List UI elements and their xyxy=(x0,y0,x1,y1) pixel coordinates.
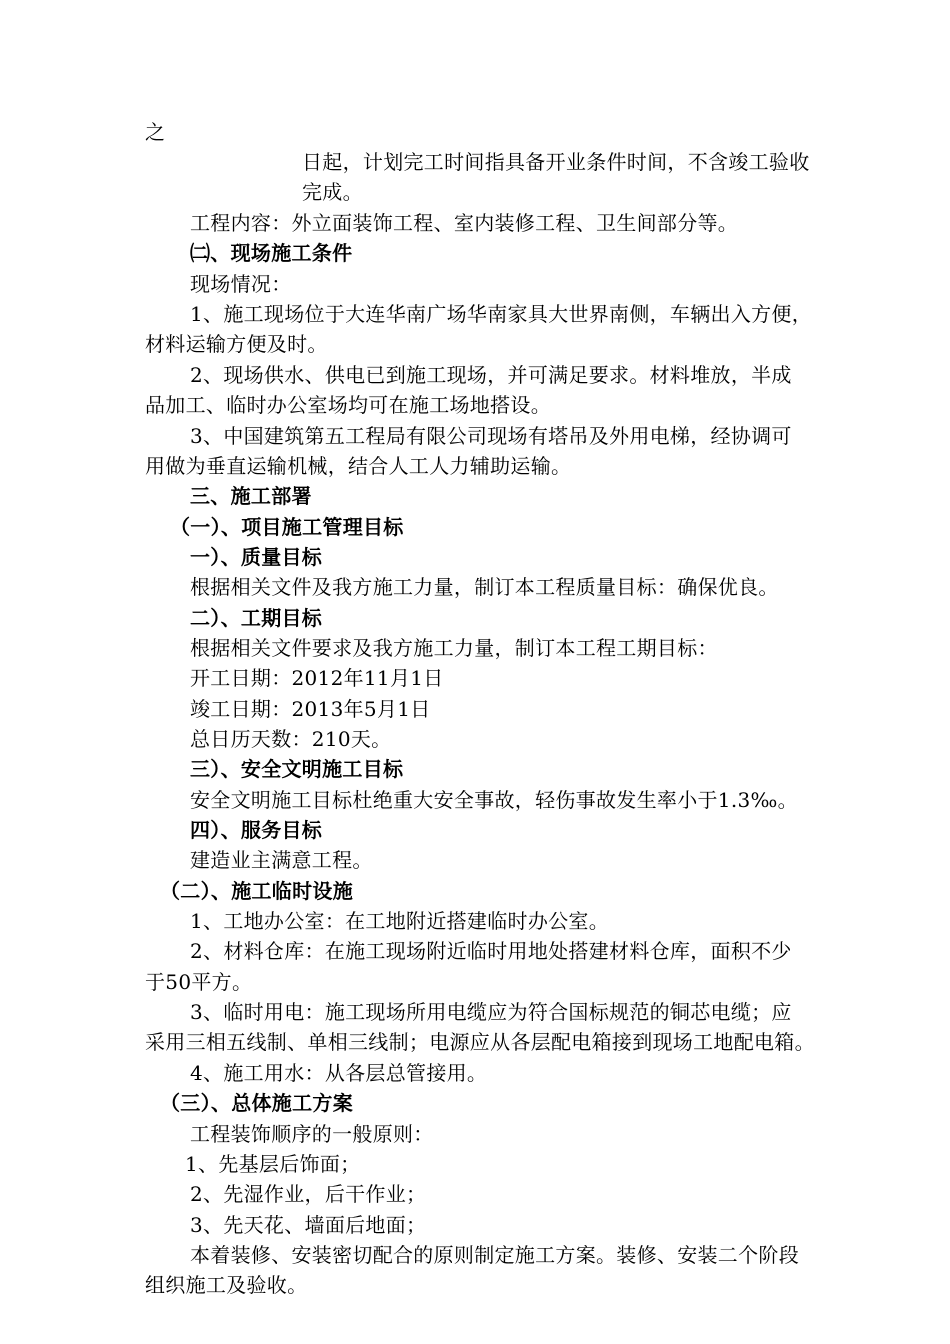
text-line: 3、临时用电：施工现场所用电缆应为符合国标规范的铜芯电缆；应 xyxy=(190,1000,792,1024)
text-line: 竣工日期：2013年5月1日 xyxy=(190,697,431,721)
text-line: 工程装饰顺序的一般原则： xyxy=(190,1122,434,1146)
text-line: 采用三相五线制、单相三线制；电源应从各层配电箱接到现场工地配电箱。 xyxy=(145,1030,815,1054)
section-heading: 一）、质量目标 xyxy=(190,545,323,569)
text-line: 4、施工用水：从各层总管接用。 xyxy=(190,1061,488,1085)
text-line: 现场情况： xyxy=(190,272,292,296)
text-line: 之 xyxy=(145,120,166,144)
text-line: 建造业主满意工程。 xyxy=(190,848,373,872)
text-line: 总日历天数：210天。 xyxy=(190,727,392,751)
text-line: 完成。 xyxy=(302,180,363,204)
text-line: 根据相关文件及我方施工力量，制订本工程质量目标：确保优良。 xyxy=(190,575,779,599)
text-line: 1、工地办公室：在工地附近搭建临时办公室。 xyxy=(190,909,610,933)
text-line: 品加工、临时办公室场均可在施工场地搭设。 xyxy=(145,393,551,417)
text-line: 材料运输方便及时。 xyxy=(145,332,328,356)
text-line: 工程内容：外立面装饰工程、室内装修工程、卫生间部分等。 xyxy=(190,211,739,235)
section-heading: 三、施工部署 xyxy=(190,484,312,508)
text-line: 1、先基层后饰面； xyxy=(185,1152,361,1176)
text-line: 2、先湿作业，后干作业； xyxy=(190,1182,427,1206)
text-line: 日起，计划完工时间指具备开业条件时间，不含竣工验收 xyxy=(302,150,810,174)
text-line: 3、中国建筑第五工程局有限公司现场有塔吊及外用电梯，经协调可 xyxy=(190,424,792,448)
text-line: 于50平方。 xyxy=(145,970,253,994)
text-line: 1、施工现场位于大连华南广场华南家具大世界南侧，车辆出入方便， xyxy=(190,302,813,326)
text-line: 3、先天花、墙面后地面； xyxy=(190,1213,427,1237)
section-heading: 四）、服务目标 xyxy=(190,818,323,842)
section-heading: 三）、安全文明施工目标 xyxy=(190,757,404,781)
text-line: 2、现场供水、供电已到施工现场，并可满足要求。材料堆放，半成 xyxy=(190,363,792,387)
text-line: 本着装修、安装密切配合的原则制定施工方案。装修、安装二个阶段 xyxy=(190,1243,799,1267)
text-line: 组织施工及验收。 xyxy=(145,1273,308,1297)
text-line: 用做为垂直运输机械，结合人工人力辅助运输。 xyxy=(145,454,572,478)
text-line: 2、材料仓库：在施工现场附近临时用地处搭建材料仓库，面积不少 xyxy=(190,939,792,963)
section-heading: 二）、工期目标 xyxy=(190,606,323,630)
text-line: 开工日期：2012年11月1日 xyxy=(190,666,444,690)
section-heading: （三）、总体施工方案 xyxy=(160,1091,353,1115)
text-line: 安全文明施工目标杜绝重大安全事故，轻伤事故发生率小于1.3‰。 xyxy=(190,788,798,812)
section-heading: （一）、项目施工管理目标 xyxy=(170,515,404,539)
section-heading: ㈡、现场施工条件 xyxy=(190,241,353,265)
text-line: 根据相关文件要求及我方施工力量，制订本工程工期目标： xyxy=(190,636,718,660)
section-heading: （二）、施工临时设施 xyxy=(160,879,353,903)
